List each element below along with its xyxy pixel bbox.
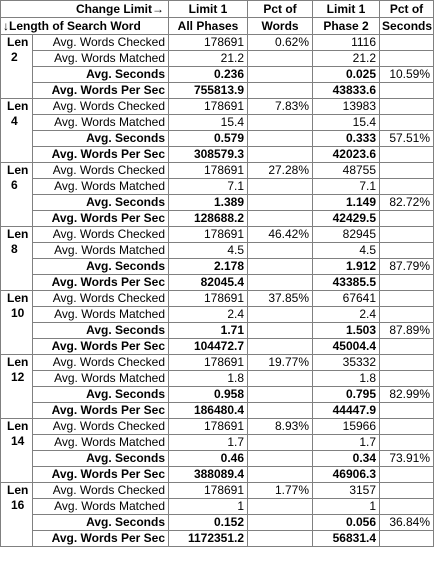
table-row [1,419,434,435]
pct-words-value [248,451,313,467]
limit1-p2-value: 45004.4 [313,339,380,355]
metric-label: Avg. Words Per Sec [33,147,169,163]
limit1-p2-value: 42429.5 [313,211,380,227]
pct-sec-value [380,499,434,515]
table-row [1,163,434,179]
pct-sec-value [380,371,434,387]
table-row [1,403,434,419]
pct-words-header-bottom: Words [248,18,313,35]
pct-words-value [248,339,313,355]
limit1-all-value: 178691 [169,35,248,51]
pct-words-value [248,67,313,83]
length-label: Len [7,291,29,305]
limit1-p2-value: 1.7 [313,435,380,451]
limit1-p2-value: 56831.4 [313,531,380,547]
length-header: ↓Length of Search Word [1,18,169,35]
metric-label: Avg. Seconds [33,259,169,275]
table-row [1,275,434,291]
limit1-all-header-top: Limit 1 [169,1,248,18]
length-label: Len [7,355,29,369]
limit1-all-value: 178691 [169,355,248,371]
metric-label: Avg. Words Matched [33,51,169,67]
pct-words-value [248,195,313,211]
limit1-all-value: 186480.4 [169,403,248,419]
limit1-all-value: 1.389 [169,195,248,211]
table-row [1,339,434,355]
metric-label: Avg. Seconds [33,195,169,211]
limit1-p2-value: 44447.9 [313,403,380,419]
pct-sec-value [380,115,434,131]
limit1-p2-value: 1116 [313,35,380,51]
metric-label: Avg. Words Matched [33,435,169,451]
metric-label: Avg. Words Checked [33,419,169,435]
pct-words-value [248,131,313,147]
pct-sec-value [380,307,434,323]
pct-words-value: 8.93% [248,419,313,435]
pct-sec-value [380,483,434,499]
pct-words-value [248,211,313,227]
metric-label: Avg. Words Per Sec [33,339,169,355]
limit1-p2-value: 1 [313,499,380,515]
limit1-p2-value: 7.1 [313,179,380,195]
length-label: Len [7,483,29,497]
table-row [1,115,434,131]
pct-words-value [248,531,313,547]
pct-words-value [248,403,313,419]
pct-words-value [248,115,313,131]
header-row-1 [1,1,434,18]
pct-sec-value [380,35,434,51]
limit1-all-value: 2.178 [169,259,248,275]
pct-sec-value: 82.72% [380,195,434,211]
limit1-all-value: 0.236 [169,67,248,83]
pct-sec-value: 87.79% [380,259,434,275]
metric-label: Avg. Words Per Sec [33,467,169,483]
metric-label: Avg. Words Checked [33,99,169,115]
limit1-all-value: 4.5 [169,243,248,259]
limit1-all-value: 1.7 [169,435,248,451]
table-row [1,195,434,211]
pct-words-value: 37.85% [248,291,313,307]
pct-sec-value [380,419,434,435]
limit1-all-value: 388089.4 [169,467,248,483]
pct-words-value [248,467,313,483]
limit1-all-value: 1172351.2 [169,531,248,547]
length-label: Len [7,35,29,49]
limit1-all-value: 0.46 [169,451,248,467]
length-value: 16 [11,498,25,512]
pct-sec-value: 57.51% [380,131,434,147]
limit1-p2-value: 82945 [313,227,380,243]
limit1-p2-value: 0.795 [313,387,380,403]
table-row [1,35,434,51]
pct-words-value [248,371,313,387]
pct-sec-value [380,227,434,243]
pct-sec-value [380,147,434,163]
table-row [1,531,434,547]
table-row [1,483,434,499]
pct-sec-value [380,83,434,99]
pct-words-header-top: Pct of [248,1,313,18]
limit1-p2-value: 4.5 [313,243,380,259]
pct-words-value [248,323,313,339]
pct-words-value: 27.28% [248,163,313,179]
metric-label: Avg. Seconds [33,451,169,467]
length-value: 10 [11,306,25,320]
length-label: Len [7,227,29,241]
pct-words-value [248,435,313,451]
pct-sec-value [380,467,434,483]
limit1-p2-value: 15.4 [313,115,380,131]
pct-words-value [248,243,313,259]
metric-label: Avg. Words Matched [33,499,169,515]
limit1-all-value: 15.4 [169,115,248,131]
table-row [1,83,434,99]
limit1-p2-value: 15966 [313,419,380,435]
limit1-p2-value: 1.503 [313,323,380,339]
table-row [1,131,434,147]
limit1-all-value: 1 [169,499,248,515]
pct-sec-value [380,403,434,419]
table-row [1,259,434,275]
metric-label: Avg. Seconds [33,131,169,147]
table-row [1,515,434,531]
limit1-p2-value: 3157 [313,483,380,499]
limit1-p2-value: 2.4 [313,307,380,323]
limit1-p2-value: 42023.6 [313,147,380,163]
change-limit-header: Change Limit→ [1,1,169,18]
pct-words-value: 19.77% [248,355,313,371]
limit1-p2-value: 67641 [313,291,380,307]
metric-label: Avg. Words Checked [33,483,169,499]
metric-label: Avg. Words Per Sec [33,531,169,547]
pct-sec-value [380,355,434,371]
limit1-all-value: 178691 [169,483,248,499]
pct-words-value: 1.77% [248,483,313,499]
length-value: 4 [11,114,18,128]
pct-words-value [248,179,313,195]
limit1-p2-value: 46906.3 [313,467,380,483]
limit1-p2-value: 43833.6 [313,83,380,99]
limit1-p2-value: 0.025 [313,67,380,83]
length-value: 6 [11,178,18,192]
metric-label: Avg. Words Checked [33,291,169,307]
limit1-all-value: 21.2 [169,51,248,67]
limit1-p2-value: 1.149 [313,195,380,211]
pct-words-value [248,275,313,291]
limit1-all-value: 178691 [169,291,248,307]
length-cell [1,419,33,483]
limit1-all-value: 1.71 [169,323,248,339]
pct-words-value [248,259,313,275]
limit1-all-value: 755813.9 [169,83,248,99]
table-row [1,467,434,483]
metric-label: Avg. Words Checked [33,163,169,179]
pct-sec-value: 10.59% [380,67,434,83]
length-value: 8 [11,242,18,256]
pct-sec-header-bottom: Seconds [380,18,434,35]
metric-label: Avg. Words Per Sec [33,275,169,291]
pct-words-value [248,147,313,163]
metric-label: Avg. Words Per Sec [33,83,169,99]
limit1-p2-value: 0.056 [313,515,380,531]
metric-label: Avg. Words Checked [33,355,169,371]
limit1-p2-header-bottom: Phase 2 [313,18,380,35]
length-label: Len [7,419,29,433]
limit1-p2-value: 0.333 [313,131,380,147]
metric-label: Avg. Seconds [33,387,169,403]
metric-label: Avg. Seconds [33,515,169,531]
metric-label: Avg. Seconds [33,67,169,83]
metric-label: Avg. Words Per Sec [33,403,169,419]
limit1-all-value: 82045.4 [169,275,248,291]
pct-sec-value [380,163,434,179]
pct-words-value [248,387,313,403]
pct-sec-value [380,275,434,291]
metric-label: Avg. Seconds [33,323,169,339]
pct-words-value: 0.62% [248,35,313,51]
metric-label: Avg. Words Per Sec [33,211,169,227]
table-row [1,99,434,115]
table-row [1,355,434,371]
limit1-all-value: 104472.7 [169,339,248,355]
length-cell [1,35,33,99]
length-cell [1,99,33,163]
length-label: Len [7,163,29,177]
metric-label: Avg. Words Matched [33,179,169,195]
limit1-all-value: 0.152 [169,515,248,531]
limit1-p2-value: 1.912 [313,259,380,275]
table-row [1,179,434,195]
table-row [1,499,434,515]
length-value: 12 [11,370,25,384]
length-cell [1,227,33,291]
pct-words-value: 46.42% [248,227,313,243]
table-row [1,435,434,451]
limit1-all-value: 0.958 [169,387,248,403]
metric-label: Avg. Words Matched [33,307,169,323]
pct-sec-value [380,211,434,227]
pct-words-value [248,307,313,323]
pct-sec-value: 73.91% [380,451,434,467]
pct-sec-value: 82.99% [380,387,434,403]
limit1-all-value: 178691 [169,163,248,179]
pct-sec-value [380,51,434,67]
pct-sec-header-top: Pct of [380,1,434,18]
pct-sec-value: 87.89% [380,323,434,339]
pct-sec-value [380,531,434,547]
pct-words-value: 7.83% [248,99,313,115]
limit1-all-value: 178691 [169,227,248,243]
limit1-all-value: 1.8 [169,371,248,387]
limit1-all-value: 2.4 [169,307,248,323]
length-cell [1,163,33,227]
pct-sec-value [380,339,434,355]
metric-label: Avg. Words Matched [33,371,169,387]
limit1-all-value: 178691 [169,419,248,435]
limit1-all-value: 0.579 [169,131,248,147]
pct-sec-value [380,99,434,115]
metric-label: Avg. Words Matched [33,115,169,131]
limit1-all-value: 178691 [169,99,248,115]
pct-words-value [248,515,313,531]
pct-words-value [248,499,313,515]
length-cell [1,483,33,547]
pct-sec-value [380,243,434,259]
header-row-2 [1,18,434,35]
length-label: Len [7,99,29,113]
pct-sec-value: 36.84% [380,515,434,531]
table-row [1,243,434,259]
limit1-p2-value: 0.34 [313,451,380,467]
length-value: 2 [11,50,18,64]
table-row [1,323,434,339]
limit1-all-value: 308579.3 [169,147,248,163]
table-row [1,51,434,67]
pct-sec-value [380,291,434,307]
limit1-p2-value: 1.8 [313,371,380,387]
metric-label: Avg. Words Checked [33,35,169,51]
limit1-all-value: 7.1 [169,179,248,195]
limit1-p2-value: 43385.5 [313,275,380,291]
limit1-p2-value: 35332 [313,355,380,371]
metric-label: Avg. Words Matched [33,243,169,259]
pct-words-value [248,83,313,99]
table-row [1,451,434,467]
length-cell [1,355,33,419]
length-cell [1,291,33,355]
limit1-p2-header-top: Limit 1 [313,1,380,18]
table-row [1,307,434,323]
limit1-p2-value: 21.2 [313,51,380,67]
limit1-p2-value: 13983 [313,99,380,115]
table-row [1,371,434,387]
table-row [1,227,434,243]
table-row [1,67,434,83]
pct-words-value [248,51,313,67]
limit1-p2-value: 48755 [313,163,380,179]
table-row [1,147,434,163]
limit1-all-header-bottom: All Phases [169,18,248,35]
metric-label: Avg. Words Checked [33,227,169,243]
table-row [1,387,434,403]
limit1-all-value: 128688.2 [169,211,248,227]
length-value: 14 [11,434,25,448]
pct-sec-value [380,179,434,195]
table-row [1,291,434,307]
table-row [1,211,434,227]
pct-sec-value [380,435,434,451]
